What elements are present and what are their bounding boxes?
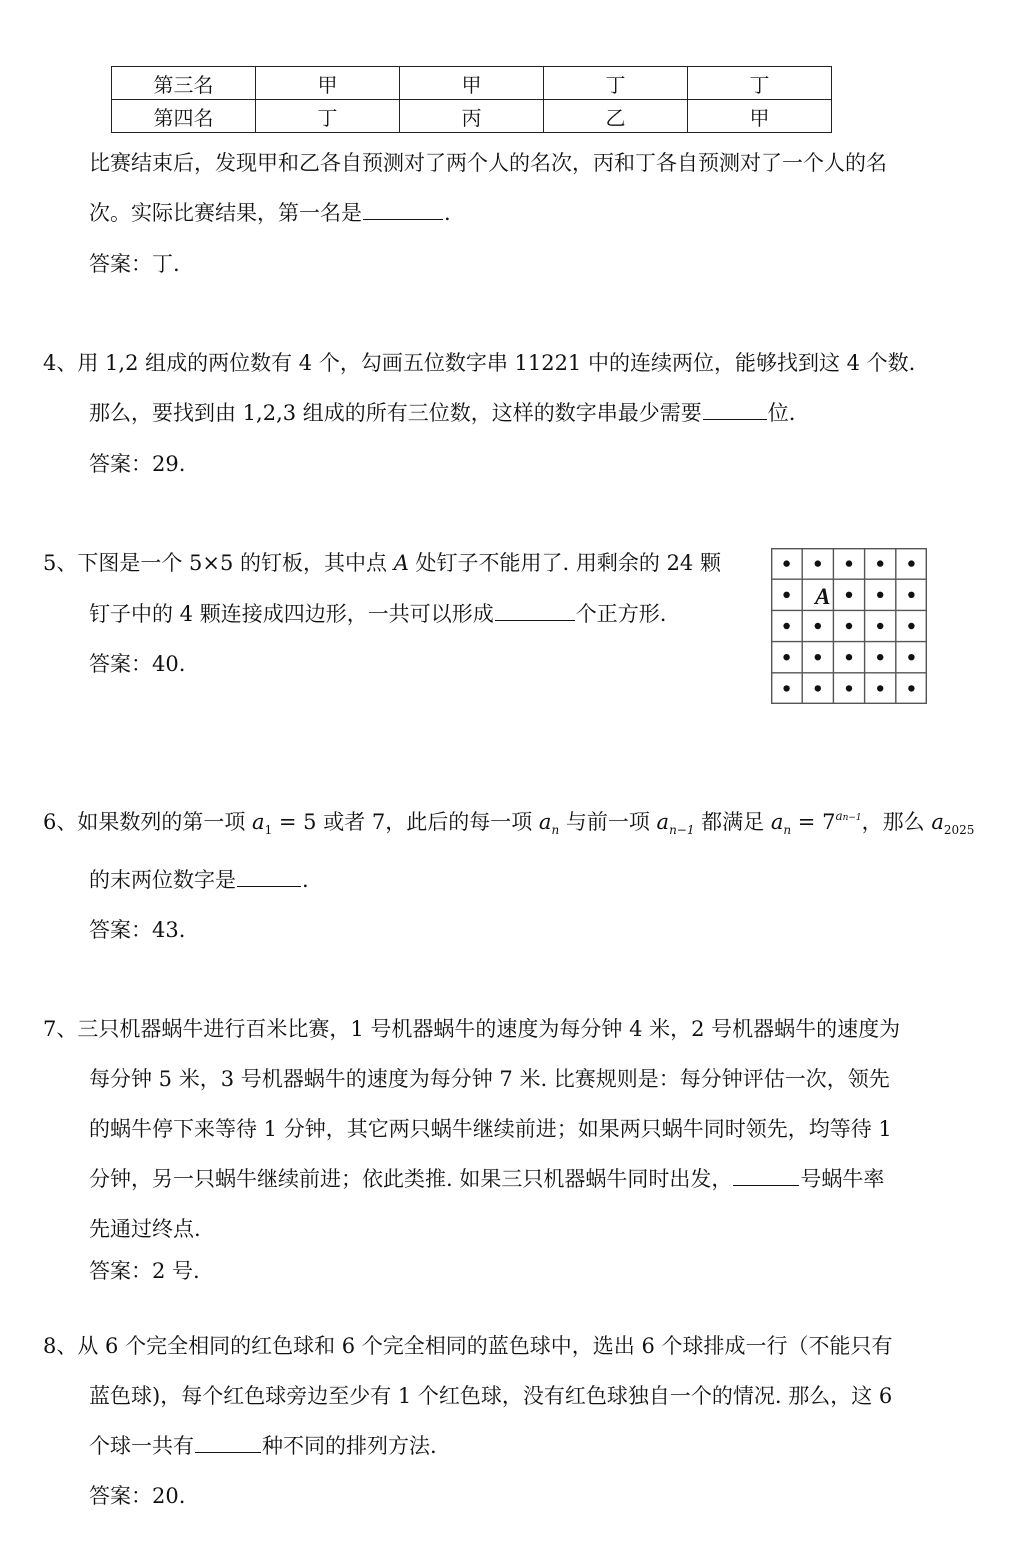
q7-line4-end: 号蜗牛率 xyxy=(800,1167,885,1191)
nail-dot xyxy=(877,592,883,598)
q6-line2-text: 的末两位数字是 xyxy=(89,868,236,892)
table-row xyxy=(112,100,832,133)
subscript: 2025 xyxy=(943,823,975,837)
q4-line1: 4、用 1,2 组成的两位数有 4 个，勾画五位数字串 11221 中的连续两位，能够找到这 4 个数. xyxy=(43,351,916,375)
q6-text: = 7 xyxy=(791,810,836,834)
exponent xyxy=(835,809,861,823)
q6-text: 6、如果数列的第一项 xyxy=(43,810,253,834)
nail-dot xyxy=(783,654,789,660)
nail-dot xyxy=(783,592,789,598)
q6-line2 xyxy=(89,864,309,894)
subscript: n xyxy=(551,823,560,837)
q3-line1: 比赛结束后，发现甲和乙各自预测对了两个人的名次，丙和丁各自预测对了一个人的名 xyxy=(89,151,887,175)
q3-line2-text: 次。实际比赛结果，第一名是 xyxy=(89,201,362,225)
q3-line2-end: . xyxy=(444,201,451,225)
nail-dot xyxy=(815,560,821,566)
nail-board-diagram xyxy=(771,548,927,704)
answer-blank xyxy=(237,866,301,887)
q7-line1: 7、三只机器蜗牛进行百米比赛，1 号机器蜗牛的速度为每分钟 4 米，2 号机器蜗牛的速度为 xyxy=(43,1017,901,1041)
table-cell: 第四名 xyxy=(112,100,256,133)
subscript: 1 xyxy=(264,823,273,837)
nail-dot xyxy=(908,685,914,691)
q8-line2: 蓝色球)，每个红色球旁边至少有 1 个红色球，没有红色球独自一个的情况. 那么，这 6 xyxy=(89,1384,893,1408)
nail-dot xyxy=(877,623,883,629)
q7-answer: 答案：2 号. xyxy=(89,1259,200,1283)
q5-line2-text: 钉子中的 4 颗连接成四边形，一共可以形成 xyxy=(89,602,494,626)
nail-dot xyxy=(846,592,852,598)
nail-dot xyxy=(846,560,852,566)
answer-blank xyxy=(195,1432,261,1453)
q7-line4-text: 分钟，另一只蜗牛继续前进；依此类推. 如果三只机器蜗牛同时出发， xyxy=(89,1167,733,1191)
exponent-sub: n−1 xyxy=(842,813,862,823)
answer-blank xyxy=(495,600,575,621)
nail-dot xyxy=(815,623,821,629)
answer-blank xyxy=(703,399,767,420)
nail-dot xyxy=(846,654,852,660)
q8-answer: 答案：20. xyxy=(89,1484,186,1508)
nail-dot xyxy=(783,623,789,629)
q4-line2-text: 那么，要找到由 1,2,3 组成的所有三位数，这样的数字串最少需要 xyxy=(89,401,702,425)
q6-text: ，那么 xyxy=(861,810,932,834)
seq-var: a xyxy=(538,810,552,834)
table-cell: 丁 xyxy=(544,67,688,100)
q5-line1-text: 5、下图是一个 5×5 的钉板，其中点 xyxy=(43,551,394,575)
table-row xyxy=(112,67,832,100)
nail-dot xyxy=(908,592,914,598)
answer-blank xyxy=(363,199,443,220)
q4-line2 xyxy=(89,397,795,427)
q6-text: = 5 或者 7，此后的每一项 xyxy=(272,810,539,834)
q5-line1 xyxy=(43,547,721,577)
exponent-var: a xyxy=(835,809,843,823)
q8-line1: 8、从 6 个完全相同的红色球和 6 个完全相同的蓝色球中，选出 6 个球排成一行（不能只有 xyxy=(43,1334,893,1358)
q5-line2-end: 个正方形. xyxy=(575,602,667,626)
nail-dot xyxy=(815,654,821,660)
q4-answer: 答案：29. xyxy=(89,452,186,476)
table-cell: 乙 xyxy=(544,100,688,133)
q8-line3-end: 种不同的排列方法. xyxy=(262,1434,437,1458)
q5-line1-text-b: 处钉子不能用了. 用剩余的 24 颗 xyxy=(408,551,721,575)
q4-line2-end: 位. xyxy=(767,401,796,425)
q7-line4 xyxy=(89,1163,884,1193)
nail-dot xyxy=(783,685,789,691)
answer-blank xyxy=(733,1165,799,1186)
q5-answer: 答案：40. xyxy=(89,652,186,676)
nail-dot xyxy=(908,623,914,629)
q6-line2-end: . xyxy=(302,868,309,892)
nail-dot xyxy=(877,560,883,566)
nail-dot xyxy=(783,560,789,566)
table-cell: 第三名 xyxy=(112,67,256,100)
seq-var: a xyxy=(656,810,670,834)
nail-dot xyxy=(815,685,821,691)
ranking-table xyxy=(111,66,832,133)
q8-line3 xyxy=(89,1430,437,1460)
q8-line3-text: 个球一共有 xyxy=(89,1434,194,1458)
nail-dot xyxy=(846,623,852,629)
seq-var: a xyxy=(770,810,784,834)
subscript: n xyxy=(783,823,792,837)
q6-answer: 答案：43. xyxy=(89,918,186,942)
seq-var: a xyxy=(252,810,265,834)
nail-dot xyxy=(908,560,914,566)
q6-text: 与前一项 xyxy=(559,810,657,834)
q6-text: 都满足 xyxy=(694,810,771,834)
q3-answer: 答案：丁. xyxy=(89,252,180,276)
table-cell: 丁 xyxy=(688,67,832,100)
nail-dot xyxy=(877,685,883,691)
table-cell: 丙 xyxy=(400,100,544,133)
nail-dot xyxy=(908,654,914,660)
nail-dot xyxy=(846,685,852,691)
table-cell: 甲 xyxy=(256,67,400,100)
point-label: A xyxy=(393,551,409,575)
nails xyxy=(783,560,914,691)
table-cell: 丁 xyxy=(256,100,400,133)
seq-var: a xyxy=(931,810,944,834)
q7-line2: 每分钟 5 米，3 号机器蜗牛的速度为每分钟 7 米. 比赛规则是：每分钟评估一次，领先 xyxy=(89,1067,890,1091)
subscript: n−1 xyxy=(669,823,695,837)
q7-line5: 先通过终点. xyxy=(89,1217,201,1241)
q7-line3: 的蜗牛停下来等待 1 分钟，其它两只蜗牛继续前进；如果两只蜗牛同时领先，均等待 1 xyxy=(89,1117,892,1141)
nail-dot xyxy=(877,654,883,660)
table-cell: 甲 xyxy=(400,67,544,100)
table-cell: 甲 xyxy=(688,100,832,133)
q3-line2 xyxy=(89,197,451,227)
q5-line2 xyxy=(89,598,666,628)
point-a-label: A xyxy=(815,584,831,609)
q6-line1 xyxy=(43,806,974,836)
